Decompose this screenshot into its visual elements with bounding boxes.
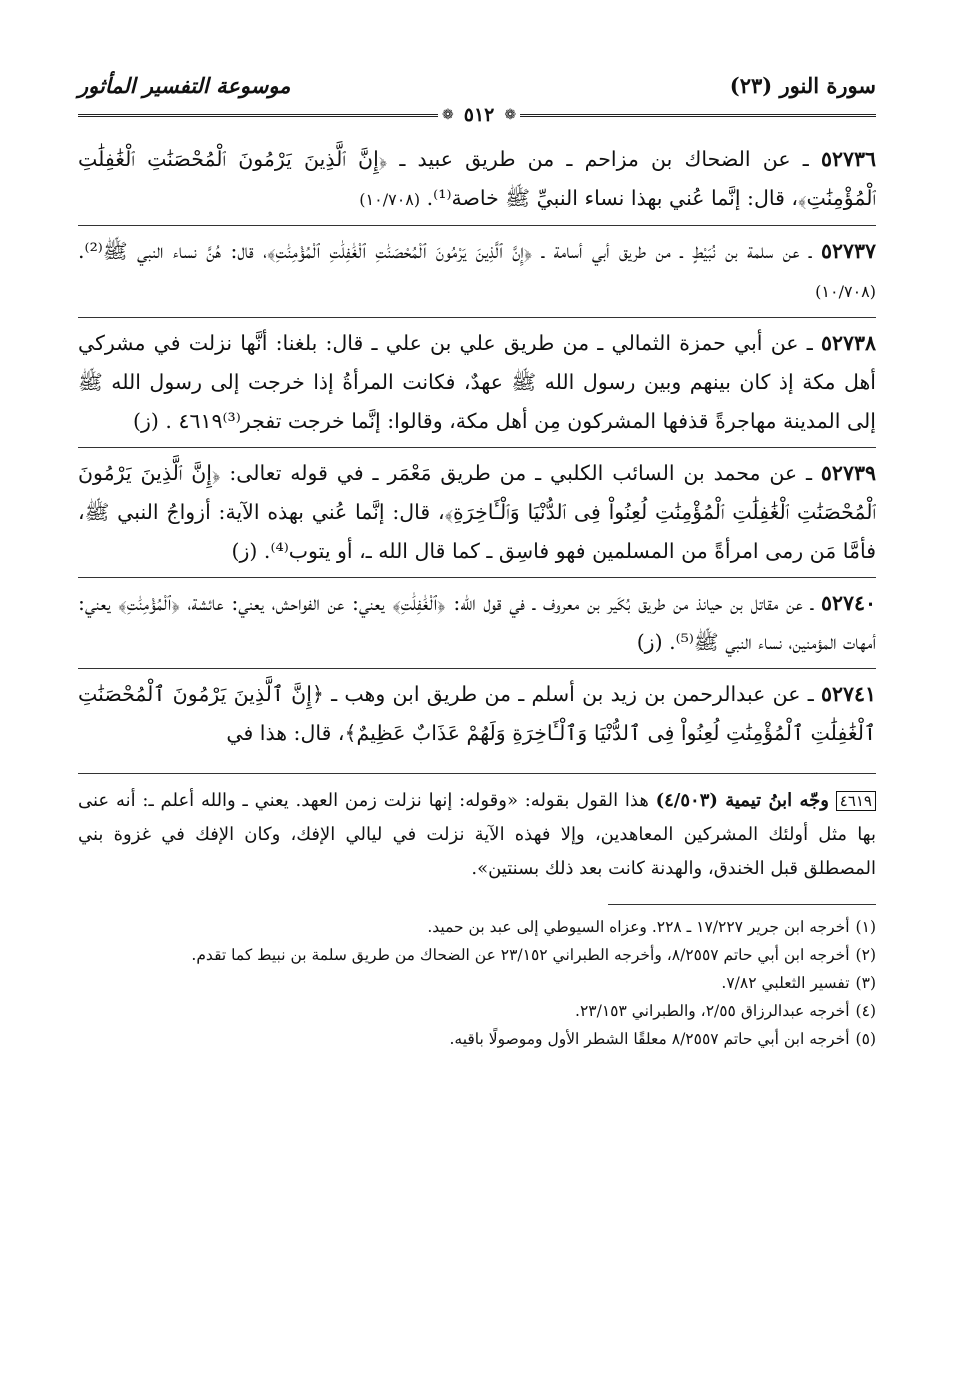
entry-number: ٥٢٧٤١	[820, 682, 877, 706]
commentary-note	[78, 773, 876, 886]
footnote-separator	[608, 904, 876, 905]
entry-text: ٤٦١٩ . (ز)	[132, 409, 223, 433]
header-rule-right	[520, 114, 876, 117]
quran-verse: ﴿إِنَّ ٱلَّذِينَ يَرْمُونَ ٱلْمُحْصَنَٰتِ ٱلْغَٰفِلَٰتِ ٱلْمُؤْمِنَٰتِ لُعِنُواْ فِى ٱلدُّنْيَا وَٱلْـَٔاخِرَةِ وَلَهُمْ عَذَابٌ عَظِيمٌ﴾	[78, 682, 876, 745]
footnote-number: (٢)	[855, 946, 876, 964]
footnote-text: أخرجه عبدالرزاق ٢/٥٥، والطبراني ٢٣/١٥٣.	[575, 1002, 850, 1020]
entry-text: ، قال: إنَّما عُني بهذا نساء النبيِّ ﷺ خاصة⁽¹⁾.	[426, 186, 799, 210]
entry-chain: ـ عن مقاتل بن حيانذ من طريق بُكَير بن معروف ـ في قول الله:	[445, 591, 821, 615]
surah-title: سورة النور (٢٣)	[729, 73, 876, 98]
footnote	[78, 913, 876, 941]
footnote	[78, 941, 876, 969]
page-number: ٥١٢	[463, 104, 495, 126]
entry-chain: ـ عن عبدالرحمن بن زيد بن أسلم ـ من طريق ابن وهب ـ	[323, 682, 821, 706]
entry-number: ٥٢٧٤٠	[820, 591, 876, 615]
footnote-text: تفسير الثعلبي ٧/٨٢.	[721, 974, 850, 992]
entry-text: ، قال: هذا في	[226, 721, 345, 745]
entry-52738	[78, 324, 876, 448]
footnote-text: أخرجه ابن أبي حاتم ٨/٢٥٥٧، وأخرجه الطبراني ٢٣/١٥٢ عن الضحاك من طريق سلمة بن نبيط كما تقدم.	[191, 946, 850, 964]
footnote-text: أخرجه ابن جرير ١٧/٢٢٧ ـ ٢٢٨. وعزاه السيوطي إلى عبد بن حميد.	[427, 918, 850, 936]
entries-list	[78, 140, 876, 759]
footnote	[78, 969, 876, 997]
quran-verse: ﴿إِنَّ ٱلَّذِينَ يَرْمُونَ ٱلْمُحْصَنَٰتِ ٱلْغَٰفِلَٰتِ ٱلْمُؤْمِنَٰتِ﴾	[267, 239, 533, 263]
footnote-number: (٤)	[855, 1002, 876, 1020]
entry-52741	[78, 675, 876, 759]
volume-reference: (١٠/٧٠٨)	[359, 190, 421, 209]
footnote-text: أخرجه ابن أبي حاتم ٨/٢٥٥٧ معلقًا الشطر الأول وموصولًا باقيه.	[449, 1030, 850, 1048]
entry-52737	[78, 232, 876, 318]
header-rule-left	[78, 114, 438, 117]
note-author: وجّه ابنُ تيمية (٤/٥٠٣)	[655, 790, 829, 811]
ornament-icon: ❁	[504, 107, 517, 123]
quran-verse: ﴿ٱلْغَٰفِلَٰتِ﴾	[392, 591, 446, 615]
entry-number: ٥٢٧٣٨	[820, 331, 876, 355]
entry-text: ، قال: هُنَّ نساء النبي ﷺ⁽²⁾.	[78, 239, 268, 263]
footnote-number: (١)	[855, 918, 876, 936]
entry-52740	[78, 584, 876, 669]
header-rule	[78, 104, 876, 126]
entry-chain: ـ عن الضحاك بن مزاحم ـ من طريق عبيد ـ	[387, 147, 821, 171]
footnote	[78, 1025, 876, 1053]
entry-text: ، قال: إنَّما عُني بهذه الآية: أزواجُ النبي ﷺ، فأمَّا مَن رمى امرأةً من المسلمين فهو فاسِق ـ كما قال الله ـ، أو يتوب⁽⁴⁾. (ز)	[78, 500, 876, 563]
entry-chain: ـ عن محمد بن السائب الكلبي ـ من طريق مَعْمَر ـ في قوله تعالى:	[220, 461, 821, 485]
entry-chain: ـ عن أبي حمزة الثمالي ـ من طريق علي بن علي ـ قال: بلغنا: أنَّها نزلت في مشركي أهل مكة إذ كان بينهم وبين رسول الله ﷺ عهدٌ، فكانت المرأةُ إذا خرجت إلى رسول الله ﷺ إلى المدينة مهاجرةً قذفها المشركون مِن أهل مكة، وقالوا: إنَّما خرجت تفجر⁽³⁾	[78, 331, 876, 433]
quran-verse: ﴿إِنَّ ٱلَّذِينَ يَرْمُونَ ٱلْمُحْصَنَٰتِ ٱلْغَٰفِلَٰتِ ٱلْمُؤْمِنَٰتِ﴾	[78, 147, 876, 210]
footnote	[78, 997, 876, 1025]
footnote-number: (٣)	[855, 974, 876, 992]
ornament-icon: ❁	[442, 107, 454, 123]
entry-text: يعني: عن الفواحش، يعني: عائشة، ﴿ٱلْمُؤْمِنَٰتِ﴾ يعني: أمهات المؤمنين، نساء النبي ﷺ⁽⁵⁾. (ز)	[78, 591, 876, 654]
page-header	[78, 60, 876, 98]
entry-52739	[78, 454, 876, 578]
entry-number: ٥٢٧٣٧	[820, 239, 876, 263]
quran-verse: ﴿إِنَّ ٱلَّذِينَ يَرْمُونَ ٱلْمُحْصَنَٰتِ ٱلْغَٰفِلَٰتِ ٱلْمُؤْمِنَٰتِ لُعِنُواْ فِى ٱلدُّنْيَا وَٱلْـَٔاخِرَةِ﴾	[78, 461, 876, 524]
book-title: موسوعة التفسير المأثور	[78, 73, 291, 98]
footnote-number: (٥)	[855, 1030, 876, 1048]
note-text: هذا القول بقوله: «وقوله: إنها نزلت زمن العهد. يعني ـ والله أعلم ـ: أنه عنى بها مثل أولئك المشركين المعاهدين، وإلا فهذه الآية نزلت في ليالي الإفك، وكان الإفك في غزوة بني المصطلق قبل الخندق، والهدنة كانت بعد ذلك بسنتين».	[78, 790, 876, 879]
entry-52736	[78, 140, 876, 226]
entry-number: ٥٢٧٣٦	[820, 147, 877, 171]
volume-reference: (١٠/٧٠٨)	[815, 282, 876, 301]
entry-number: ٥٢٧٣٩	[820, 461, 876, 485]
entry-chain: ـ عن سلمة بن نُبَيْطٍ ـ من طريق أبي أسامة ـ	[532, 239, 821, 263]
note-number-box: ٤٦١٩	[836, 791, 876, 811]
footnotes-list	[78, 913, 876, 1053]
